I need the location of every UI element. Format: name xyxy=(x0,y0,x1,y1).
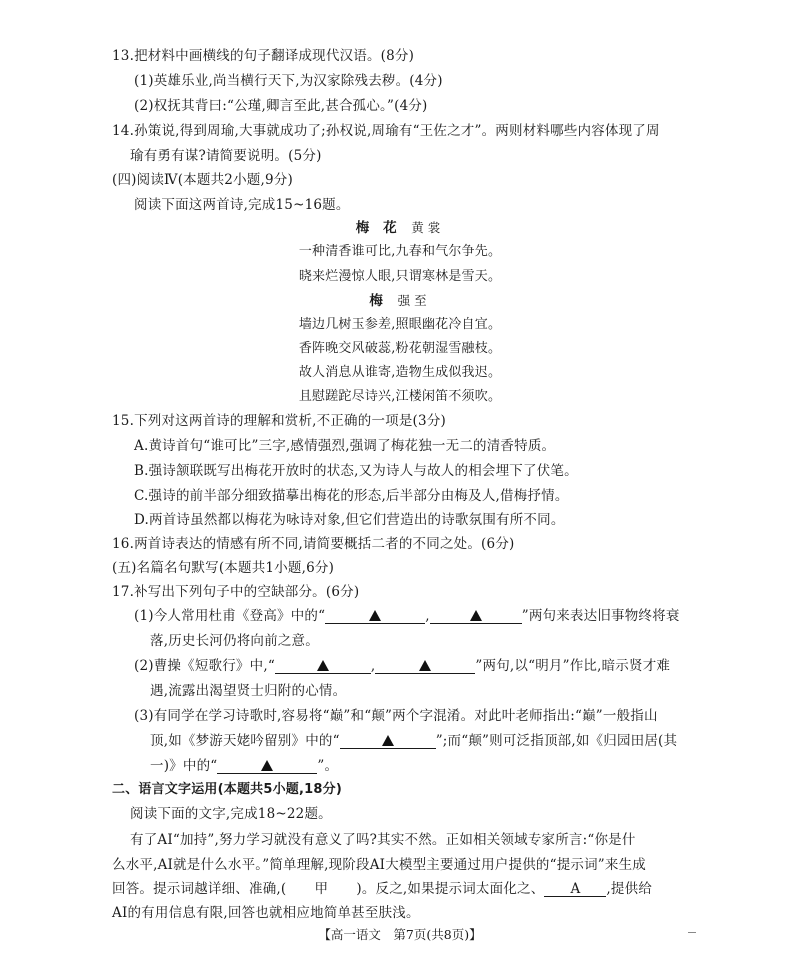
poem2-line: 墙边几树玉参差,照眼幽花冷自宜。 xyxy=(298,317,502,332)
triangle-marker-icon xyxy=(382,735,394,746)
poem2-line: 故人消息从谁寄,造物生成似我迟。 xyxy=(298,365,502,380)
q17-p2-line2: 遇,流露出渴望贤士归附的心情。 xyxy=(150,683,347,699)
blank-a[interactable]: A xyxy=(544,882,606,897)
scan-mark xyxy=(688,932,696,933)
answer-blank[interactable] xyxy=(375,659,475,674)
q17-p3-line3-pre: 一)》中的“ xyxy=(150,758,218,774)
page-footer: 【高一语文 第7页(共8页)】 xyxy=(318,927,482,942)
part2-para-line2: 么水平,AI就是什么水平。”简单理解,现阶段AI大模型主要通过用户提供的“提示词”来生成 xyxy=(112,857,647,873)
q15-option-a: A.黄诗首句“谁可比”三字,感情强烈,强调了梅花独一无二的清香特质。 xyxy=(134,438,556,454)
q17-p1-post: ”两句来表达旧事物终将衰 xyxy=(521,608,680,624)
para-line3-pre: 回答。提示词越详细、准确,( xyxy=(112,881,287,897)
q17-p3-pre: 顶,如《梦游天姥吟留别》中的“ xyxy=(150,733,340,749)
section5-heading: (五)名篇名句默写(本题共1小题,6分) xyxy=(112,560,335,576)
q17-p1-pre: (1)今人常用杜甫《登高》中的“ xyxy=(134,608,326,624)
q17-p1-line1 xyxy=(134,607,680,625)
poem1-author: 黄裳 xyxy=(411,220,445,235)
q15-option-d: D.两首诗虽然都以梅花为咏诗对象,但它们营造出的诗歌氛围有所不同。 xyxy=(134,512,565,528)
q14-line1: 14.孙策说,得到周瑜,大事就成功了;孙权说,周瑜有“王佐之才”。两则材料哪些内容体现了周 xyxy=(112,123,660,139)
poem2-title-line xyxy=(0,292,800,310)
q13-sub2: (2)权抚其背曰:“公瑾,卿言至此,甚合孤心。”(4分) xyxy=(134,98,428,114)
q17-stem: 17.补写出下列句子中的空缺部分。(6分) xyxy=(112,584,360,600)
triangle-marker-icon xyxy=(470,610,482,621)
poem2-author: 强至 xyxy=(397,293,431,308)
q17-p1-line2: 落,历史长河仍将向前之意。 xyxy=(150,633,319,649)
q17-p3-end: ”。 xyxy=(317,758,339,774)
poem2-title: 梅 xyxy=(369,293,384,309)
part2-para-line1: 有了AI“加持”,努力学习就没有意义了吗?其实不然。正如相关领域专家所言:“你是什 xyxy=(130,832,636,848)
q14-line2: 瑜有勇有谋?请简要说明。(5分) xyxy=(130,148,322,164)
part2-para-line4: AI的有用信息有限,回答也就相应地简单甚至肤浅。 xyxy=(112,905,420,921)
answer-blank[interactable] xyxy=(430,609,522,624)
q17-p3-line1: (3)有同学在学习诗歌时,容易将“巅”和“颠”两个字混淆。对此叶老师指出:“巅”一般指山 xyxy=(134,708,658,724)
answer-blank[interactable] xyxy=(340,734,436,749)
q17-p3-post: ”;而“颠”则可泛指顶部,如《归园田居(其 xyxy=(435,733,678,749)
q13-stem: 13.把材料中画横线的句子翻译成现代汉语。(8分) xyxy=(112,48,415,64)
q17-p3-line3 xyxy=(150,757,338,775)
part2-para-line3 xyxy=(112,880,652,898)
triangle-marker-icon xyxy=(261,760,273,771)
q17-p2-line1 xyxy=(134,657,670,675)
poem1-title-line xyxy=(0,219,800,237)
section4-intro: 阅读下面这两首诗,完成15~16题。 xyxy=(134,197,350,213)
blank-jia[interactable]: 甲 xyxy=(314,881,329,897)
q17-p2-comma: , xyxy=(370,658,376,674)
q17-p1-comma: , xyxy=(425,608,430,624)
triangle-marker-icon xyxy=(419,660,431,671)
poem1-line: 晓来烂漫惊人眼,只谓寒林是雪天。 xyxy=(298,269,502,284)
section4-heading: (四)阅读Ⅳ(本题共2小题,9分) xyxy=(112,172,293,188)
poem2-line: 香阵晚交风破蕊,粉花朝湿雪融枝。 xyxy=(298,341,502,356)
para-line3-mid: )。反之,如果提示词太面化之、 xyxy=(356,881,545,897)
q17-p3-line2 xyxy=(150,732,677,750)
q16-stem: 16.两首诗表达的情感有所不同,请简要概括二者的不同之处。(6分) xyxy=(112,536,515,552)
q17-p2-pre: (2)曹操《短歌行》中,“ xyxy=(134,658,275,674)
answer-blank[interactable] xyxy=(325,609,425,624)
poem2-line: 且慰蹉跎尽诗兴,江楼闲笛不须吹。 xyxy=(298,389,502,404)
poem1-title: 梅 花 xyxy=(355,220,397,236)
part2-intro: 阅读下面的文字,完成18~22题。 xyxy=(130,806,332,822)
answer-blank[interactable] xyxy=(217,759,317,774)
q15-option-c: C.强诗的前半部分细致描摹出梅花的形态,后半部分由梅及人,借梅抒情。 xyxy=(134,488,569,504)
q15-option-b: B.强诗颔联既写出梅花开放时的状态,又为诗人与故人的相会埋下了伏笔。 xyxy=(134,463,578,479)
q15-stem: 15.下列对这两首诗的理解和赏析,不正确的一项是(3分) xyxy=(112,413,446,429)
triangle-marker-icon xyxy=(317,660,329,671)
q17-p2-post: ”两句,以“明月”作比,暗示贤才难 xyxy=(475,658,671,674)
poem1-line: 一种清香谁可比,九春和气尔争先。 xyxy=(298,244,502,259)
answer-blank[interactable] xyxy=(275,659,371,674)
para-line3-post: ,提供给 xyxy=(606,881,653,897)
q13-sub1: (1)英雄乐业,尚当横行天下,为汉家除残去秽。(4分) xyxy=(134,73,443,89)
part2-heading: 二、语言文字运用(本题共5小题,18分) xyxy=(112,782,342,797)
triangle-marker-icon xyxy=(369,610,381,621)
